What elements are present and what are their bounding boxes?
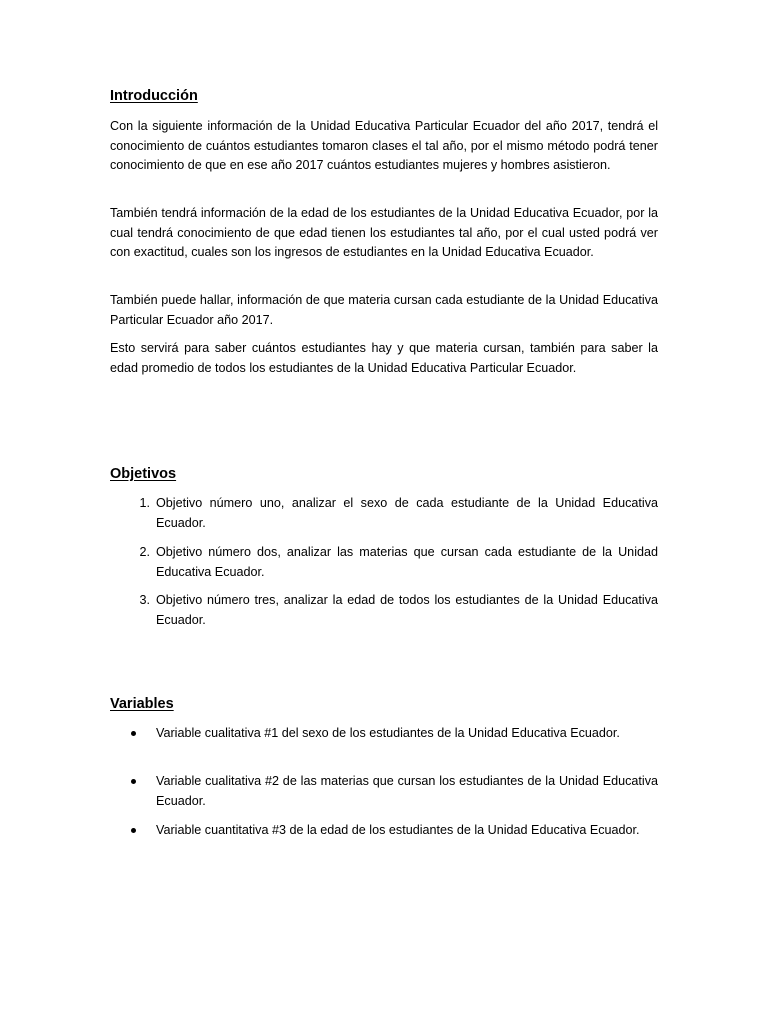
list-number: 1. [139,496,150,510]
objetivo-text: Objetivo número tres, analizar la edad de todos los estudiantes de la Unidad Educativa Ecuador. [156,593,658,627]
intro-paragraph: Esto servirá para saber cuántos estudiantes hay y que materia cursan, también para saber la edad promedio de todos los estudiantes de la Unidad Educativa Particular Ecuador. [110,341,658,375]
objetivo-text: Objetivo número dos, analizar las materias que cursan cada estudiante de la Unidad Educativa Ecuador. [156,545,658,579]
variable-text: Variable cuantitativa #3 de la edad de los estudiantes de la Unidad Educativa Ecuador. [156,823,640,837]
intro-paragraph: También tendrá información de la edad de los estudiantes de la Unidad Educativa Ecuador, por la cual tendrá conocimiento de que edad tienen los estudiantes tal año, por el cual usted podrá ver con exactitud, cuales son los ingresos de estudiantes en la Unidad Educativa Ecuador. [110,206,658,259]
list-number: 2. [139,545,150,559]
variables-heading: Variables [110,696,174,712]
variable-text: Variable cualitativa #2 de las materias que cursan los estudiantes de la Unidad Educativa Ecuador. [156,774,658,808]
intro-paragraph: También puede hallar, información de que materia cursan cada estudiante de la Unidad Educativa Particular Ecuador año 2017. [110,293,658,327]
objetivos-heading: Objetivos [110,466,177,482]
intro-heading: Introducción [110,88,198,104]
list-number: 3. [139,593,150,607]
bullet-icon [131,828,136,833]
bullet-icon [131,731,136,736]
objetivo-text: Objetivo número uno, analizar el sexo de cada estudiante de la Unidad Educativa Ecuador. [156,496,658,530]
bullet-icon [131,779,136,784]
intro-paragraph: Con la siguiente información de la Unidad Educativa Particular Ecuador del año 2017, tendrá el conocimiento de cuántos estudiantes tomaron clases el tal año, por el mismo método podrá tener conocimiento de que en ese año 2017 cuántos estudiantes mujeres y hombres asistieron. [110,119,658,172]
variable-text: Variable cualitativa #1 del sexo de los estudiantes de la Unidad Educativa Ecuador. [156,726,620,740]
